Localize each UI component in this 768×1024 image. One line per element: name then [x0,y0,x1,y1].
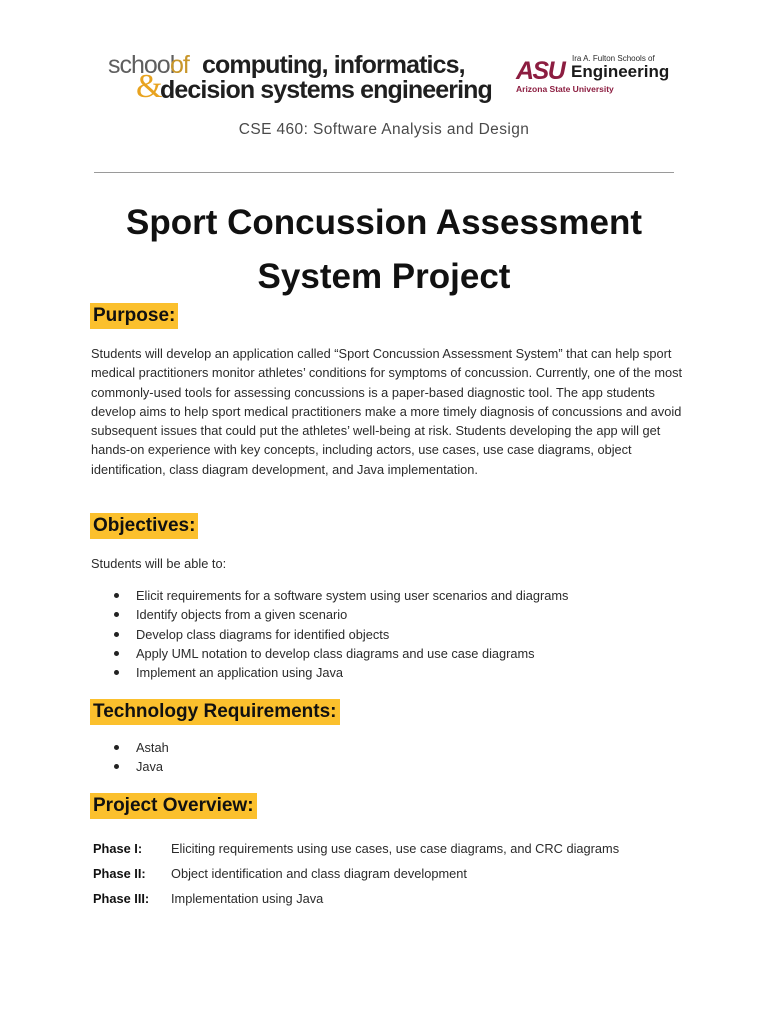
title-line-2: System Project [257,257,511,296]
asu-fulton-text: Ira A. Fulton Schools of [572,54,655,63]
phase-list [93,836,619,911]
overview-heading: Project Overview: [90,793,257,819]
school-logo-ampersand: & [136,68,163,105]
list-item: Apply UML notation to develop class diagrams and use case diagrams [112,644,568,663]
phase-row [93,886,619,911]
technology-list [112,738,169,777]
objectives-list [112,586,568,682]
school-logo [106,50,506,105]
header-divider [94,172,674,173]
list-item: Identify objects from a given scenario [112,605,568,624]
technology-heading: Technology Requirements: [90,699,340,725]
phase-description: Object identification and class diagram development [171,866,467,881]
objectives-intro: Students will be able to: [91,556,227,571]
school-logo-line1: computing, informatics, [202,51,465,79]
objectives-heading: Objectives: [90,513,198,539]
phase-description: Implementation using Java [171,891,324,906]
purpose-paragraph: Students will develop an application called “Sport Concussion Assessment System” that can help sport medical practitioners monitor athletes’ conditions for symptoms of concussion. Currently, one of the most commonly-used tools for assessing concussions is a paper-based diagnostic tool. The app students develop aims to help sport medical practitioners make a more timely diagnosis of concussions and avoid subsequent issues that could put the athletes’ well-being at risk. Students developing the app will get hands-on experience with key concepts, including actors, use cases, use case diagrams, object identification, class diagram development, and Java implementation. [91,346,683,477]
phase-label: Phase III: [93,891,150,906]
asu-logo [516,52,670,96]
list-item: Develop class diagrams for identified objects [112,625,568,644]
school-logo-school: school [108,51,175,79]
purpose-heading: Purpose: [90,303,178,329]
title-line-1: Sport Concussion Assessment [125,203,643,242]
phase-row [93,861,619,886]
course-subtitle: CSE 460: Software Analysis and Design [238,121,530,138]
school-logo-line2: decision systems engineering [160,76,492,104]
list-item: Astah [112,738,169,757]
document-title [60,196,708,304]
asu-mark: ASU [516,57,565,85]
list-item: Elicit requirements for a software system using user scenarios and diagrams [112,586,568,605]
phase-label: Phase II: [93,866,146,881]
phase-label: Phase I: [93,841,143,856]
list-item: Java [112,757,169,776]
list-item: Implement an application using Java [112,663,568,682]
asu-engineering-text: Engineering [571,62,670,81]
phase-description: Eliciting requirements using use cases, use case diagrams, and CRC diagrams [171,841,620,856]
school-logo-of: of [170,51,189,79]
asu-university-text: Arizona State University [516,84,614,94]
phase-row [93,836,619,861]
